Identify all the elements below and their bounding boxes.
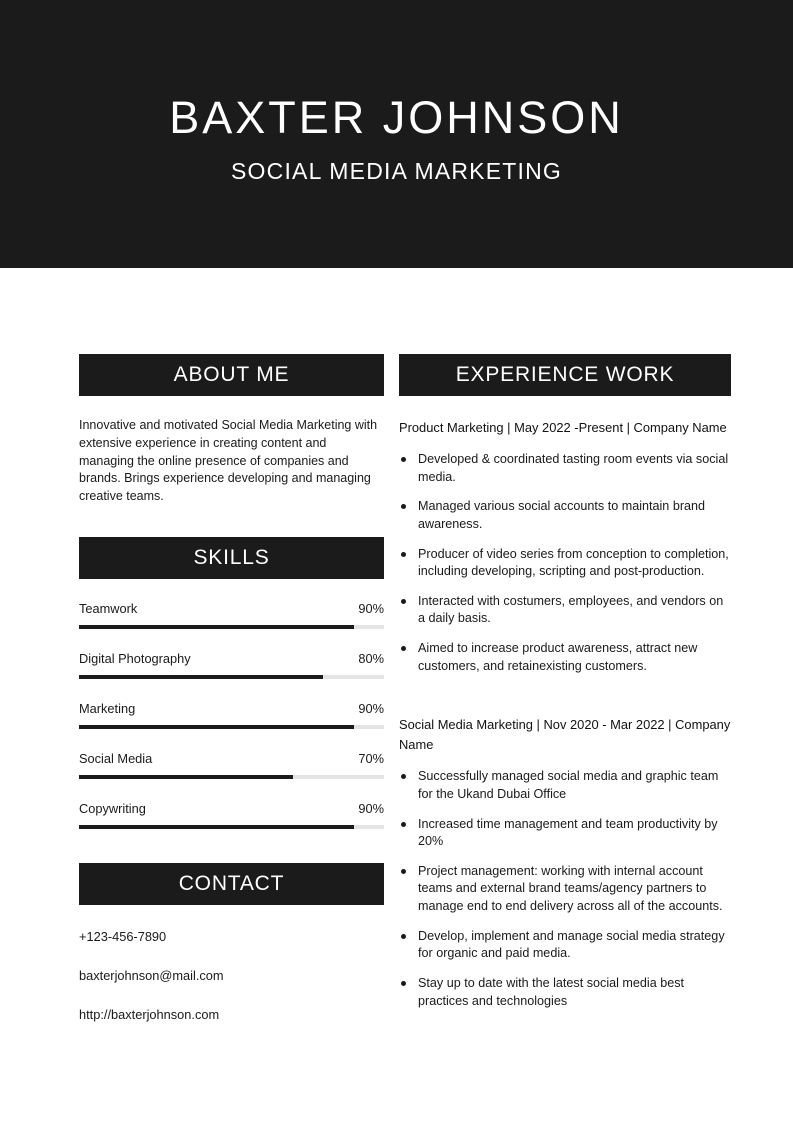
left-column — [79, 354, 384, 1022]
contact-website[interactable]: http://baxterjohnson.com — [79, 1007, 220, 1023]
list-item: Increased time management and team productivity by 20% — [399, 816, 731, 851]
experience-item — [399, 715, 731, 1010]
list-item: Managed various social accounts to maintain brand awareness. — [399, 498, 731, 533]
skill-label: Social Media — [79, 750, 153, 766]
skill-value: 70% — [358, 750, 384, 766]
contact-email[interactable]: baxterjohnson@mail.com — [79, 968, 224, 984]
section-title-skills: SKILLS — [79, 537, 384, 579]
contact-phone[interactable]: +123-456-7890 — [79, 929, 167, 945]
contact-section — [79, 863, 384, 1022]
experience-heading: Social Media Marketing | Nov 2020 - Mar 2022 | Company Name — [399, 717, 731, 753]
skill-item — [79, 701, 384, 729]
section-title-about: ABOUT ME — [79, 354, 384, 396]
experience-item — [399, 418, 731, 675]
skill-item — [79, 651, 384, 679]
experience-heading: Product Marketing | May 2022 -Present | Company Name — [399, 420, 727, 436]
list-item: Successfully managed social media and graphic team for the Ukand Dubai Office — [399, 768, 731, 803]
skill-progress-track — [79, 725, 384, 729]
skill-value: 90% — [358, 700, 384, 716]
resume-header — [0, 0, 793, 268]
skill-value: 90% — [358, 600, 384, 616]
skill-item — [79, 801, 384, 829]
skill-progress-fill — [79, 775, 293, 779]
skill-progress-track — [79, 775, 384, 779]
skill-progress-fill — [79, 625, 354, 629]
list-item: Project management: working with internal account teams and external brand teams/agency partners to manage end to end delivery across all of the accounts. — [399, 863, 731, 916]
skills-section — [79, 537, 384, 829]
list-item: Aimed to increase product awareness, attract new customers, and retainexisting customers. — [399, 640, 731, 675]
about-text: Innovative and motivated Social Media Marketing with extensive experience in creating content and managing the online presence of companies and brands. Brings experience developing and managing creative teams. — [79, 418, 378, 504]
experience-bullet-list — [399, 768, 731, 1010]
skill-progress-fill — [79, 825, 354, 829]
resume-body — [0, 268, 793, 1022]
skill-label: Teamwork — [79, 600, 138, 616]
section-title-contact: CONTACT — [79, 863, 384, 905]
skill-label: Marketing — [79, 700, 136, 716]
experience-bullet-list — [399, 451, 731, 675]
skill-progress-track — [79, 625, 384, 629]
list-item: Develop, implement and manage social media strategy for organic and paid media. — [399, 928, 731, 963]
skill-progress-fill — [79, 725, 354, 729]
page-subtitle: SOCIAL MEDIA MARKETING — [231, 158, 562, 185]
skill-progress-fill — [79, 675, 323, 679]
right-column — [399, 354, 793, 1022]
skill-value: 80% — [358, 650, 384, 666]
skill-item — [79, 751, 384, 779]
list-item: Stay up to date with the latest social media best practices and technologies — [399, 975, 731, 1010]
skill-progress-track — [79, 825, 384, 829]
list-item: Developed & coordinated tasting room events via social media. — [399, 451, 731, 486]
skill-label: Digital Photography — [79, 650, 191, 666]
skill-label: Copywriting — [79, 800, 146, 816]
skill-progress-track — [79, 675, 384, 679]
page-title: BAXTER JOHNSON — [169, 91, 624, 143]
list-item: Producer of video series from conception to completion, including developing, scripting and post-production. — [399, 546, 731, 581]
skill-value: 90% — [358, 800, 384, 816]
list-item: Interacted with costumers, employees, and vendors on a daily basis. — [399, 593, 731, 628]
skill-item — [79, 601, 384, 629]
section-title-experience: EXPERIENCE WORK — [399, 354, 731, 396]
